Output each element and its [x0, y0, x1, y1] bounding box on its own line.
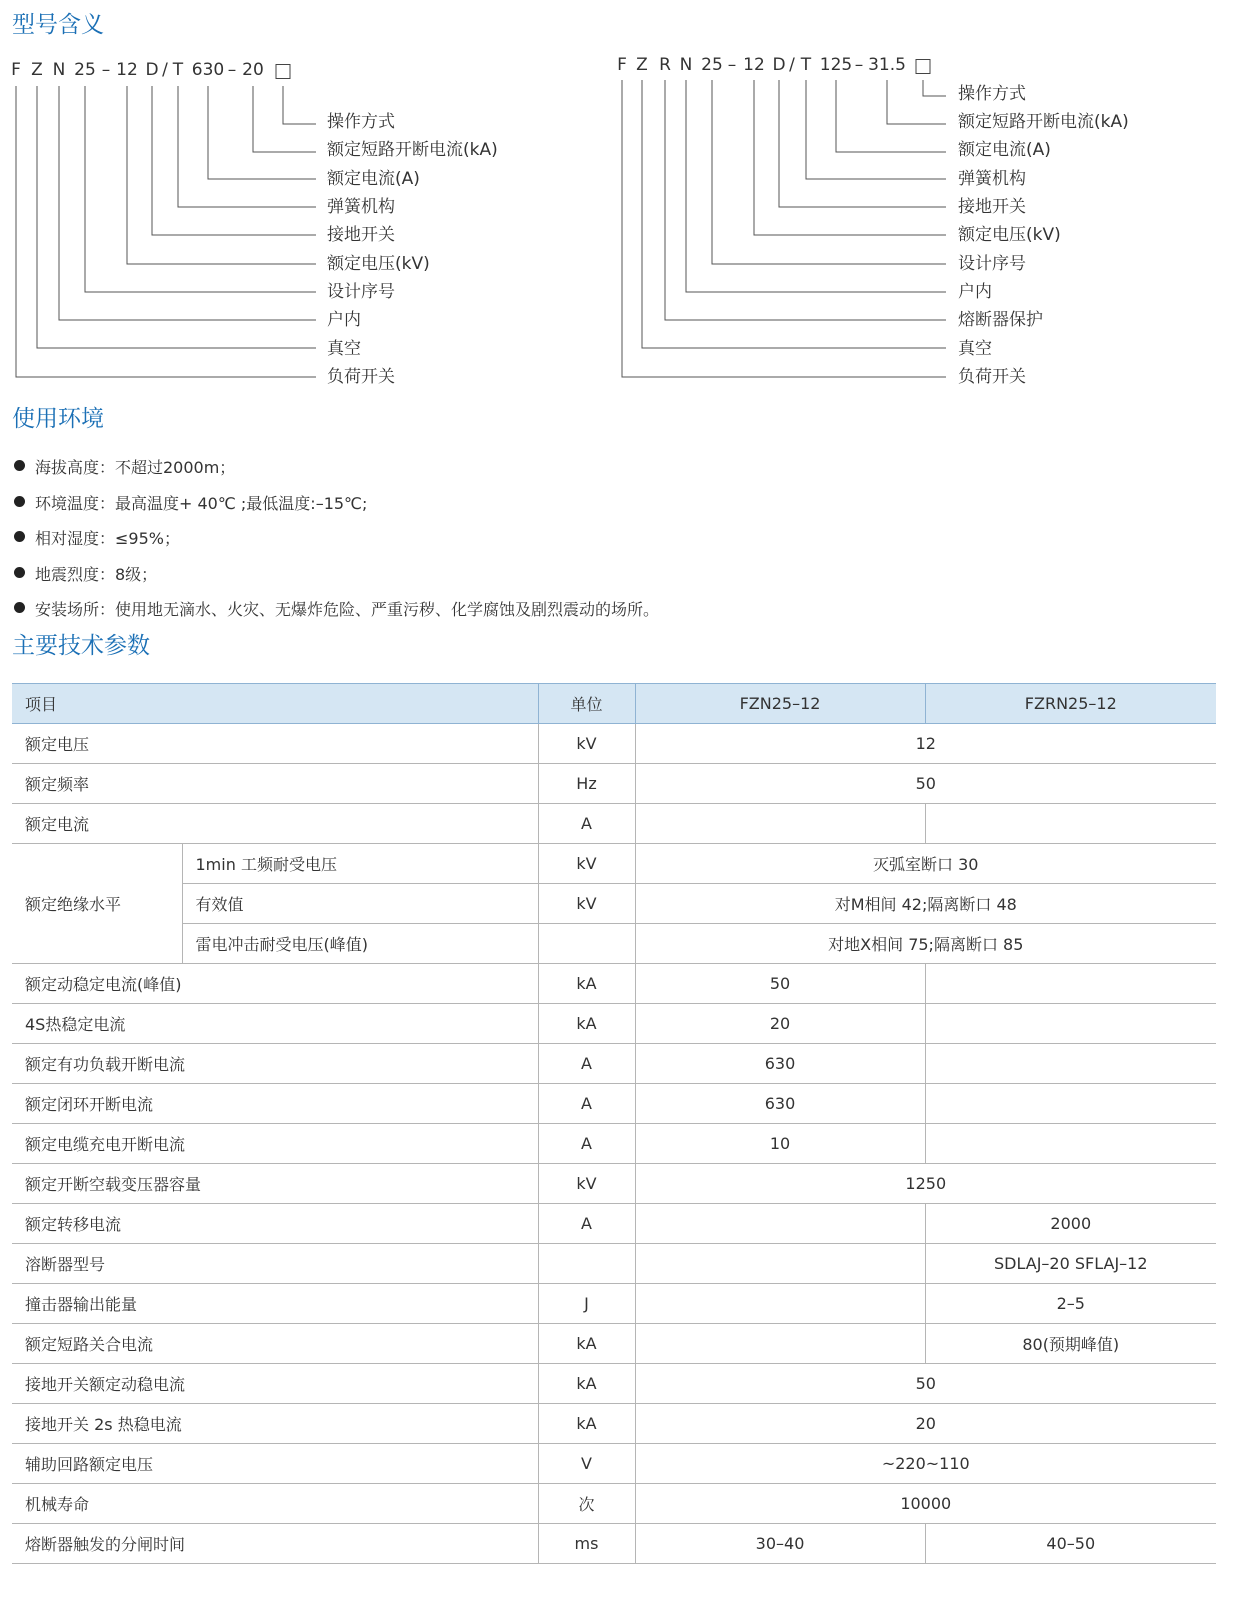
- cell-unit: A: [538, 1124, 635, 1164]
- table-row: [12, 1284, 1216, 1324]
- cell-item: 额定有功负载开断电流: [12, 1044, 538, 1084]
- model-label: 弹簧机构: [327, 197, 395, 217]
- code-char: 20: [242, 60, 264, 80]
- cell-fzrn: 40–50: [925, 1524, 1216, 1564]
- cell-unit: V: [538, 1444, 635, 1484]
- model-label: 负荷开关: [958, 367, 1026, 387]
- cell-value: 对地X相间 75;隔离断口 85: [635, 924, 1216, 964]
- cell-item: 额定频率: [12, 764, 538, 804]
- env-text: 相对湿度：≤95%；: [35, 529, 180, 548]
- cell-fzn: 630: [635, 1084, 925, 1124]
- table-row: [12, 1484, 1216, 1524]
- code-char: 630: [191, 60, 225, 80]
- table-row: [12, 924, 1216, 964]
- table-row: [12, 1444, 1216, 1484]
- cell-value: 20: [635, 1404, 1216, 1444]
- model-label: 额定短路开断电流(kA): [327, 140, 498, 160]
- cell-item: 熔断器触发的分闸时间: [12, 1524, 538, 1564]
- cell-unit: ms: [538, 1524, 635, 1564]
- cell-fzn: [635, 1204, 925, 1244]
- list-item: [12, 562, 659, 598]
- model-label: 额定电流(A): [327, 169, 420, 189]
- cell-fzn: 50: [635, 964, 925, 1004]
- table-row: [12, 1364, 1216, 1404]
- model-label: 额定电压(kV): [327, 254, 430, 274]
- table-row: [12, 1004, 1216, 1044]
- model-label: 户内: [327, 310, 361, 330]
- cell-fzrn: 2–5: [925, 1284, 1216, 1324]
- model-label: 额定电流(A): [958, 140, 1051, 160]
- section-title-environment: 使用环境: [12, 406, 104, 432]
- cell-group: 额定绝缘水平: [12, 844, 182, 964]
- cell-unit: kA: [538, 964, 635, 1004]
- code-char: 25: [74, 60, 96, 80]
- code-char: D: [145, 60, 159, 80]
- section-title-model: 型号含义: [12, 12, 104, 38]
- code-char: N: [679, 55, 693, 75]
- cell-unit: kV: [538, 1164, 635, 1204]
- code-char: F: [617, 55, 627, 75]
- cell-item: 辅助回路额定电压: [12, 1444, 538, 1484]
- code-char: Z: [636, 55, 648, 75]
- cell-unit: 次: [538, 1484, 635, 1524]
- model-label: 熔断器保护: [958, 310, 1043, 330]
- code-char: 31.5: [868, 55, 906, 75]
- model-label: 真空: [958, 339, 992, 359]
- model-label: 设计序号: [958, 254, 1026, 274]
- header-unit: 单位: [538, 684, 635, 724]
- model-label: 设计序号: [327, 282, 395, 302]
- cell-item: 额定开断空载变压器容量: [12, 1164, 538, 1204]
- model-label: 弹簧机构: [958, 169, 1026, 189]
- cell-value: 50: [635, 764, 1216, 804]
- cell-unit: Hz: [538, 764, 635, 804]
- cell-fzrn: 80(预期峰值): [925, 1324, 1216, 1364]
- bullet-icon: [14, 496, 25, 507]
- cell-item: 接地开关额定动稳电流: [12, 1364, 538, 1404]
- table-row: [12, 884, 1216, 924]
- bullet-icon: [14, 531, 25, 542]
- cell-value: 50: [635, 1364, 1216, 1404]
- cell-value: 灭弧室断口 30: [635, 844, 1216, 884]
- code-char: /: [789, 55, 795, 75]
- model-label: 接地开关: [327, 225, 395, 245]
- params-table: [12, 683, 1216, 1564]
- cell-fzrn: [925, 1124, 1216, 1164]
- cell-unit: kV: [538, 884, 635, 924]
- code-char: F: [11, 60, 21, 80]
- cell-fzrn: [925, 1004, 1216, 1044]
- code-char: D: [772, 55, 786, 75]
- table-row: [12, 1404, 1216, 1444]
- model-label: 操作方式: [958, 84, 1026, 104]
- code-char: N: [52, 60, 66, 80]
- cell-value: 1250: [635, 1164, 1216, 1204]
- section-title-params: 主要技术参数: [12, 633, 150, 659]
- cell-fzrn: [925, 1044, 1216, 1084]
- table-row: [12, 1164, 1216, 1204]
- cell-value: 对M相间 42;隔离断口 48: [635, 884, 1216, 924]
- code-char: –: [227, 60, 237, 80]
- cell-unit: [538, 1244, 635, 1284]
- cell-fzrn: SDLAJ–20 SFLAJ–12: [925, 1244, 1216, 1284]
- cell-fzn: [635, 1324, 925, 1364]
- bullet-icon: [14, 460, 25, 471]
- env-text: 海拔高度：不超过2000m；: [35, 458, 236, 477]
- model-label: 户内: [958, 282, 992, 302]
- code-char: T: [800, 55, 812, 75]
- model-label: 负荷开关: [327, 367, 395, 387]
- cell-fzrn: [925, 964, 1216, 1004]
- cell-unit: [538, 924, 635, 964]
- cell-fzrn: [925, 1084, 1216, 1124]
- cell-item: 额定闭环开断电流: [12, 1084, 538, 1124]
- cell-unit: A: [538, 1204, 635, 1244]
- cell-item: 额定转移电流: [12, 1204, 538, 1244]
- cell-fzn: 630: [635, 1044, 925, 1084]
- cell-fzn: 10: [635, 1124, 925, 1164]
- cell-item: 额定动稳定电流(峰值): [12, 964, 538, 1004]
- cell-unit: A: [538, 804, 635, 844]
- cell-item: 撞击器输出能量: [12, 1284, 538, 1324]
- table-row: [12, 1044, 1216, 1084]
- table-row: [12, 844, 1216, 884]
- list-item: [12, 491, 659, 527]
- cell-unit: kV: [538, 844, 635, 884]
- cell-fzn: [635, 804, 925, 844]
- bullet-icon: [14, 602, 25, 613]
- code-char: –: [101, 60, 111, 80]
- cell-item: 额定电压: [12, 724, 538, 764]
- cell-item: 额定电缆充电开断电流: [12, 1124, 538, 1164]
- environment-list: [12, 455, 659, 633]
- table-row: [12, 1244, 1216, 1284]
- cell-unit: J: [538, 1284, 635, 1324]
- cell-fzn: 30–40: [635, 1524, 925, 1564]
- cell-fzn: [635, 1284, 925, 1324]
- cell-fzn: [635, 1244, 925, 1284]
- table-row: [12, 1204, 1216, 1244]
- env-text: 安装场所：使用地无滴水、火灾、无爆炸危险、严重污秽、化学腐蚀及剧烈震动的场所。: [35, 600, 660, 619]
- table-row: [12, 964, 1216, 1004]
- code-char: /: [162, 60, 168, 80]
- cell-unit: kA: [538, 1004, 635, 1044]
- table-row: [12, 724, 1216, 764]
- code-char: T: [172, 60, 184, 80]
- code-char: 25: [701, 55, 723, 75]
- code-char: –: [727, 55, 737, 75]
- cell-subitem: 1min 工频耐受电压: [182, 844, 538, 884]
- cell-unit: A: [538, 1084, 635, 1124]
- cell-unit: kA: [538, 1404, 635, 1444]
- header-fzn: FZN25–12: [635, 684, 925, 724]
- cell-value: 12: [635, 724, 1216, 764]
- code-char: –: [854, 55, 864, 75]
- table-header-row: [12, 684, 1216, 724]
- model-label: 额定短路开断电流(kA): [958, 112, 1129, 132]
- table-row: [12, 1524, 1216, 1564]
- table-row: [12, 1124, 1216, 1164]
- code-char: 12: [743, 55, 765, 75]
- table-row: [12, 1084, 1216, 1124]
- table-row: [12, 764, 1216, 804]
- model-label: 操作方式: [327, 112, 395, 132]
- cell-fzrn: 2000: [925, 1204, 1216, 1244]
- code-char: 125: [819, 55, 853, 75]
- cell-item: 4S热稳定电流: [12, 1004, 538, 1044]
- model-label: 额定电压(kV): [958, 225, 1061, 245]
- model-connector-lines-right: [0, 0, 1246, 400]
- table-row: [12, 804, 1216, 844]
- cell-unit: kA: [538, 1364, 635, 1404]
- list-item: [12, 526, 659, 562]
- cell-item: 溶断器型号: [12, 1244, 538, 1284]
- cell-fzrn: [925, 804, 1216, 844]
- header-fzrn: FZRN25–12: [925, 684, 1216, 724]
- code-char: R: [659, 55, 671, 75]
- cell-item: 额定短路关合电流: [12, 1324, 538, 1364]
- cell-fzn: 20: [635, 1004, 925, 1044]
- header-item: 项目: [12, 684, 538, 724]
- cell-value: ~220~110: [635, 1444, 1216, 1484]
- model-label: 真空: [327, 339, 361, 359]
- cell-unit: kA: [538, 1324, 635, 1364]
- model-label: 接地开关: [958, 197, 1026, 217]
- cell-item: 接地开关 2s 热稳电流: [12, 1404, 538, 1444]
- env-text: 环境温度：最高温度+ 40℃ ;最低温度:–15℃;: [35, 493, 368, 513]
- cell-subitem: 有效值: [182, 884, 538, 924]
- cell-unit: kV: [538, 724, 635, 764]
- cell-subitem: 雷电冲击耐受电压(峰值): [182, 924, 538, 964]
- cell-item: 额定电流: [12, 804, 538, 844]
- cell-value: 10000: [635, 1484, 1216, 1524]
- table-row: [12, 1324, 1216, 1364]
- code-char: Z: [31, 60, 43, 80]
- cell-unit: A: [538, 1044, 635, 1084]
- env-text: 地震烈度：8级；: [35, 564, 158, 584]
- code-char: 12: [116, 60, 138, 80]
- list-item: [12, 455, 659, 491]
- cell-item: 机械寿命: [12, 1484, 538, 1524]
- bullet-icon: [14, 567, 25, 578]
